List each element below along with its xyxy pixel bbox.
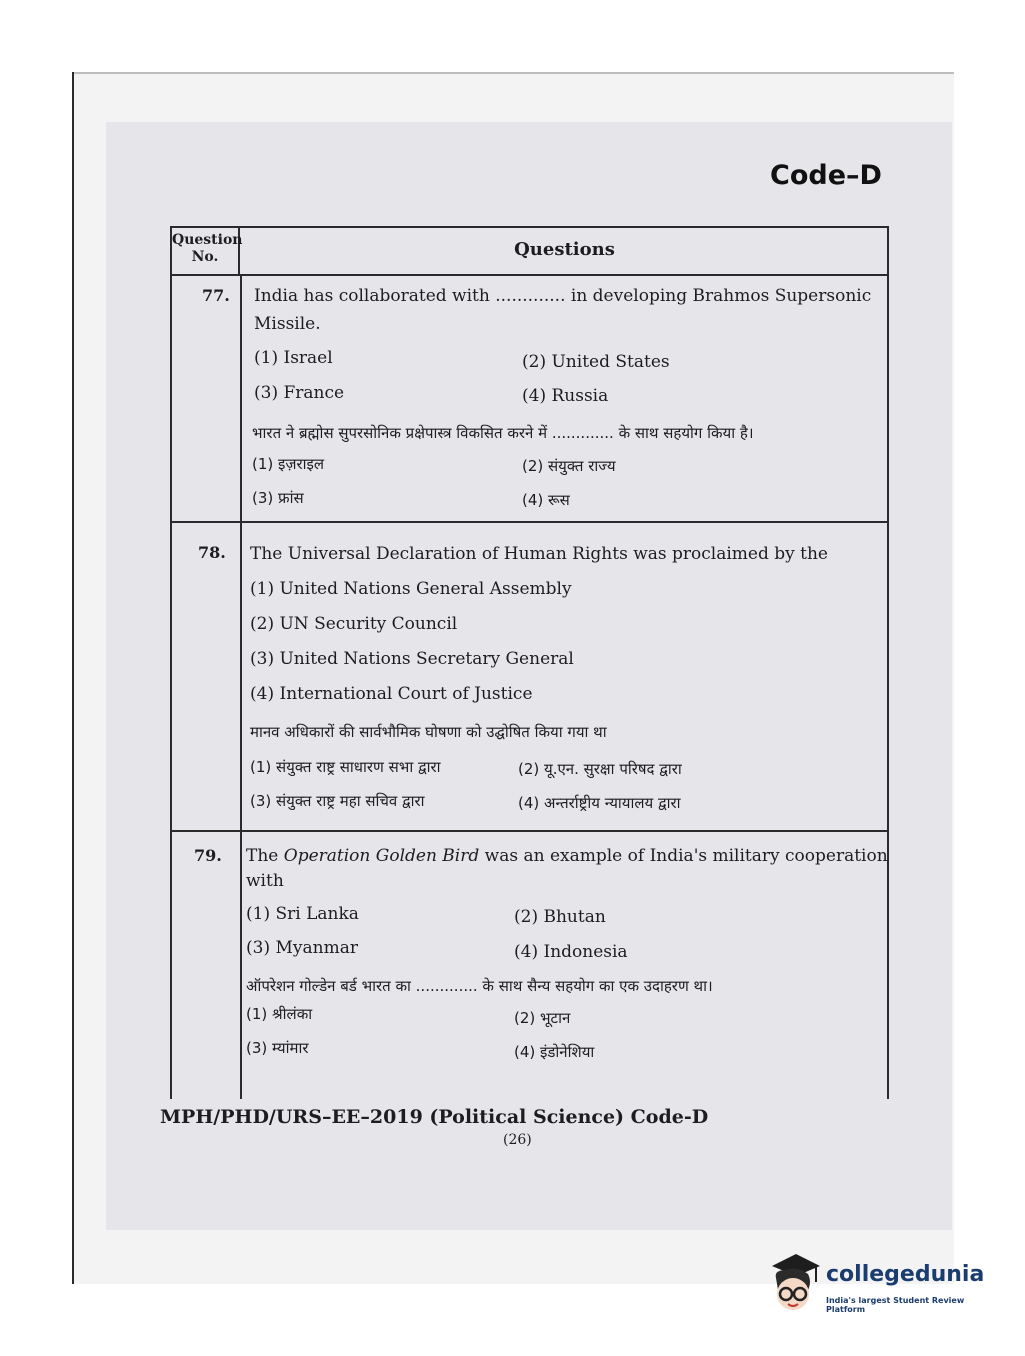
option: (3) Myanmar [246,938,358,958]
option-hindi: (4) अन्तर्राष्ट्रीय न्यायालय द्वारा [518,794,681,812]
option-hindi: (1) श्रीलंका [246,1005,313,1023]
option-hindi: (3) म्यांमार [246,1039,309,1057]
logo-tagline: India's largest Student Review Platform [826,1296,965,1314]
option-hindi: (3) फ्रांस [252,489,304,507]
row-divider [172,830,887,832]
page-number: (26) [503,1132,532,1148]
question-number: 79. [194,846,222,865]
question-text: India has collaborated with ............. in developing Brahmos Supersonic [254,286,872,306]
question-text: The Universal Declaration of Human Rights was proclaimed by the [250,544,828,564]
logo-wordmark: collegedunia [826,1262,985,1287]
option: (2) Bhutan [514,907,606,927]
question-text-hindi: ऑपरेशन गोल्डेन बर्ड भारत का ............. के साथ सैन्य सहयोग का एक उदाहरण था। [246,977,713,995]
option-hindi: (2) संयुक्त राज्य [522,457,616,475]
option-hindi: (1) इज़राइल [252,455,325,473]
option-hindi: (4) इंडोनेशिया [514,1043,595,1061]
option: (1) Sri Lanka [246,904,359,924]
question-text-hindi: भारत ने ब्रह्मोस सुपरसोनिक प्रक्षेपास्त्र विकसित करने में ............. के साथ सहयोग किया है। [252,424,754,442]
question-text: The Operation Golden Bird was an example of India's military cooperation [246,846,888,866]
option: (1) United Nations General Assembly [250,579,572,599]
option: (4) Indonesia [514,942,628,962]
option-hindi: (4) रूस [522,491,570,509]
row-divider [172,521,887,523]
column-divider [240,274,242,1099]
option: (3) United Nations Secretary General [250,649,574,669]
header-questions: Questions [514,239,615,260]
option: (2) United States [522,352,670,372]
question-text: Missile. [254,314,321,334]
option-hindi: (2) यू.एन. सुरक्षा परिषद द्वारा [518,760,682,778]
option: (4) International Court of Justice [250,684,533,704]
option: (1) Israel [254,348,333,368]
option: (2) UN Security Council [250,614,458,634]
page-footer: MPH/PHD/URS–EE–2019 (Political Science) Code-D [160,1106,709,1128]
question-number: 77. [202,286,230,305]
question-text-hindi: मानव अधिकारों की सार्वभौमिक घोषणा को उद्घोषित किया गया था [250,723,607,741]
collegedunia-logo [766,1250,996,1320]
option: (3) France [254,383,345,403]
code-label: Code–D [770,160,882,191]
option: (4) Russia [522,386,609,406]
option-hindi: (3) संयुक्त राष्ट्र महा सचिव द्वारा [250,792,425,810]
question-text: with [246,871,284,891]
question-table [170,226,889,1099]
option-hindi: (2) भूटान [514,1009,571,1027]
question-number: 78. [198,543,226,562]
mascot-icon [766,1250,822,1320]
header-question-no: Question No. [172,228,240,274]
table-header [172,228,887,276]
option-hindi: (1) संयुक्त राष्ट्र साधारण सभा द्वारा [250,758,441,776]
